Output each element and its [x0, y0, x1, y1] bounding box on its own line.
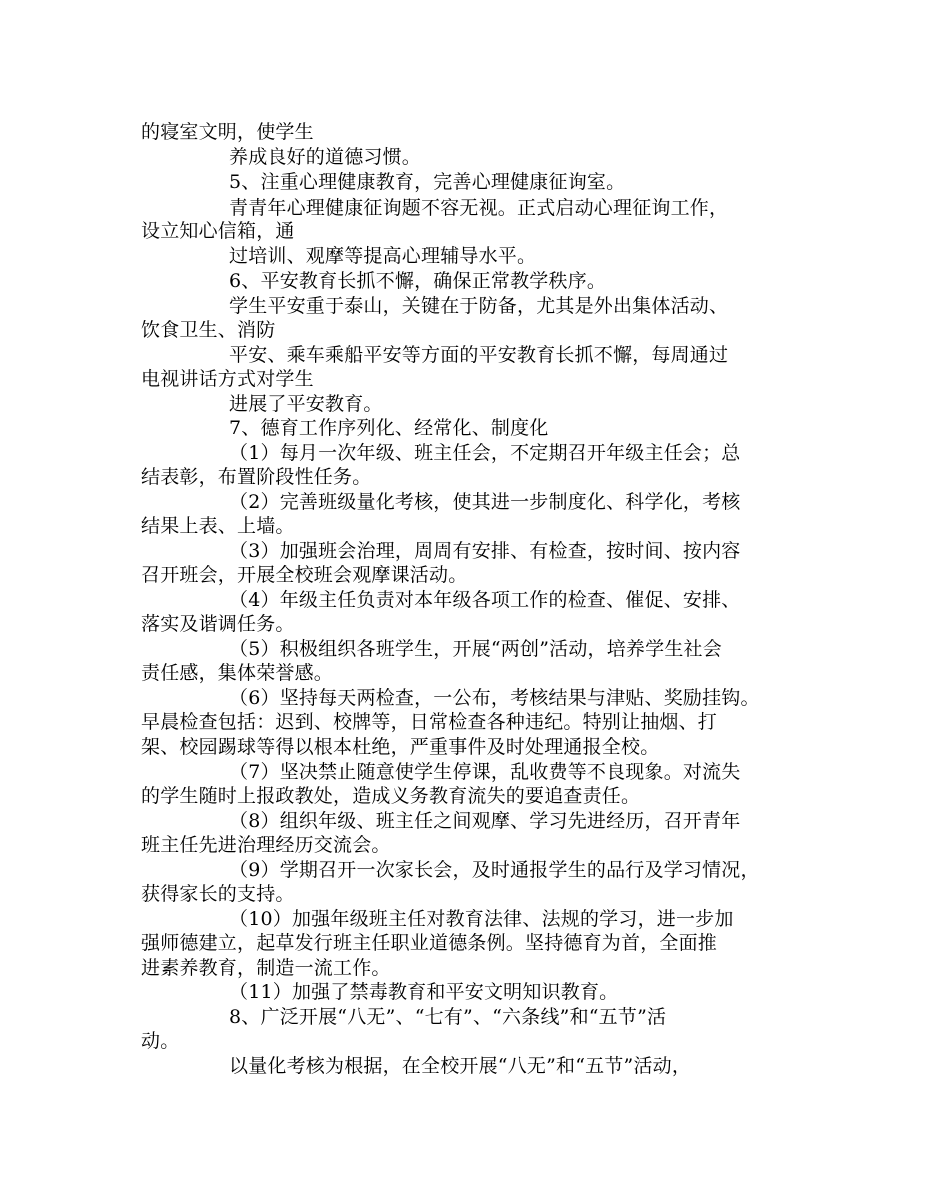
text-line: 班主任先进治理经历交流会。 — [141, 834, 391, 856]
text-line: 过培训、观摩等提高心理辅导水平。 — [229, 245, 537, 267]
text-line: 设立知心信箱，通 — [141, 220, 295, 242]
text-line: 电视讲话方式对学生 — [141, 368, 314, 390]
text-line: 召开班会，开展全校班会观摩课活动。 — [141, 564, 468, 586]
text-line: 的学生随时上报政教处，造成义务教育流失的要追查责任。 — [141, 785, 641, 807]
text-line: 5、注重心理健康教育，完善心理健康征询室。 — [229, 171, 626, 193]
text-line: 进展了平安教育。 — [229, 393, 383, 415]
text-line: （4）年级主任负责对本年级各项工作的检查、催促、安排、 — [229, 589, 741, 611]
text-line: 进素养教育，制造一流工作。 — [141, 957, 391, 979]
text-line: （11）加强了禁毒教育和平安文明知识教育。 — [229, 981, 619, 1003]
text-line: （2）完善班级量化考核，使其进一步制度化、科学化，考核 — [229, 491, 741, 513]
text-line: 学生平安重于泰山，关键在于防备，尤其是外出集体活动、 — [229, 295, 729, 317]
text-line: 以量化考核为根据，在全校开展“八无”和“五节”活动， — [229, 1055, 692, 1077]
text-line: 饮食卫生、消防 — [141, 319, 276, 341]
text-line: 平安、乘车乘船平安等方面的平安教育长抓不懈，每周通过 — [229, 344, 729, 366]
text-line: （10）加强年级班主任对教育法律、法规的学习，进一步加 — [229, 908, 734, 930]
text-line: 8、广泛开展“八无”、“七有”、“六条线”和“五节”活 — [229, 1006, 667, 1028]
text-line: 获得家长的支持。 — [141, 883, 295, 905]
text-line: （9）学期召开一次家长会，及时通报学生的品行及学习情况， — [229, 859, 760, 881]
text-line: 强师德建立，起草发行班主任职业道德条例。坚持德育为首，全面推 — [141, 932, 718, 954]
text-line: （3）加强班会治理，周周有安排、有检查，按时间、按内容 — [229, 540, 741, 562]
text-line: 养成良好的道德习惯。 — [229, 146, 422, 168]
text-line: （6）坚持每天两检查，一公布，考核结果与津贴、奖励挂钩。 — [229, 687, 760, 709]
text-line: 7、德育工作序列化、经常化、制度化 — [229, 417, 549, 439]
text-line: 青青年心理健康征询题不容无视。正式启动心理征询工作， — [229, 197, 729, 219]
text-line: 6、平安教育长抓不懈，确保正常教学秩序。 — [229, 270, 607, 292]
text-line: 的寝室文明，使学生 — [141, 121, 314, 143]
text-line: 架、校园踢球等得以根本杜绝，严重事件及时处理通报全校。 — [141, 736, 660, 758]
text-line: （7）坚决禁止随意使学生停课，乱收费等不良现象。对流失 — [229, 761, 741, 783]
text-line: 早晨检查包括：迟到、校牌等，日常检查各种违纪。特别让抽烟、打 — [141, 711, 718, 733]
text-line: （8）组织年级、班主任之间观摩、学习先进经历，召开青年 — [229, 810, 741, 832]
text-line: 落实及谐调任务。 — [141, 613, 295, 635]
text-line: 结表彰，布置阶段性任务。 — [141, 466, 372, 488]
text-line: （1）每月一次年级、班主任会，不定期召开年级主任会；总 — [229, 442, 741, 464]
text-line: 责任感，集体荣誉感。 — [141, 662, 334, 684]
text-line: 动。 — [141, 1030, 180, 1052]
text-line: 结果上表、上墙。 — [141, 515, 295, 537]
text-line: （5）积极组织各班学生，开展“两创”活动，培养学生社会 — [229, 638, 722, 660]
